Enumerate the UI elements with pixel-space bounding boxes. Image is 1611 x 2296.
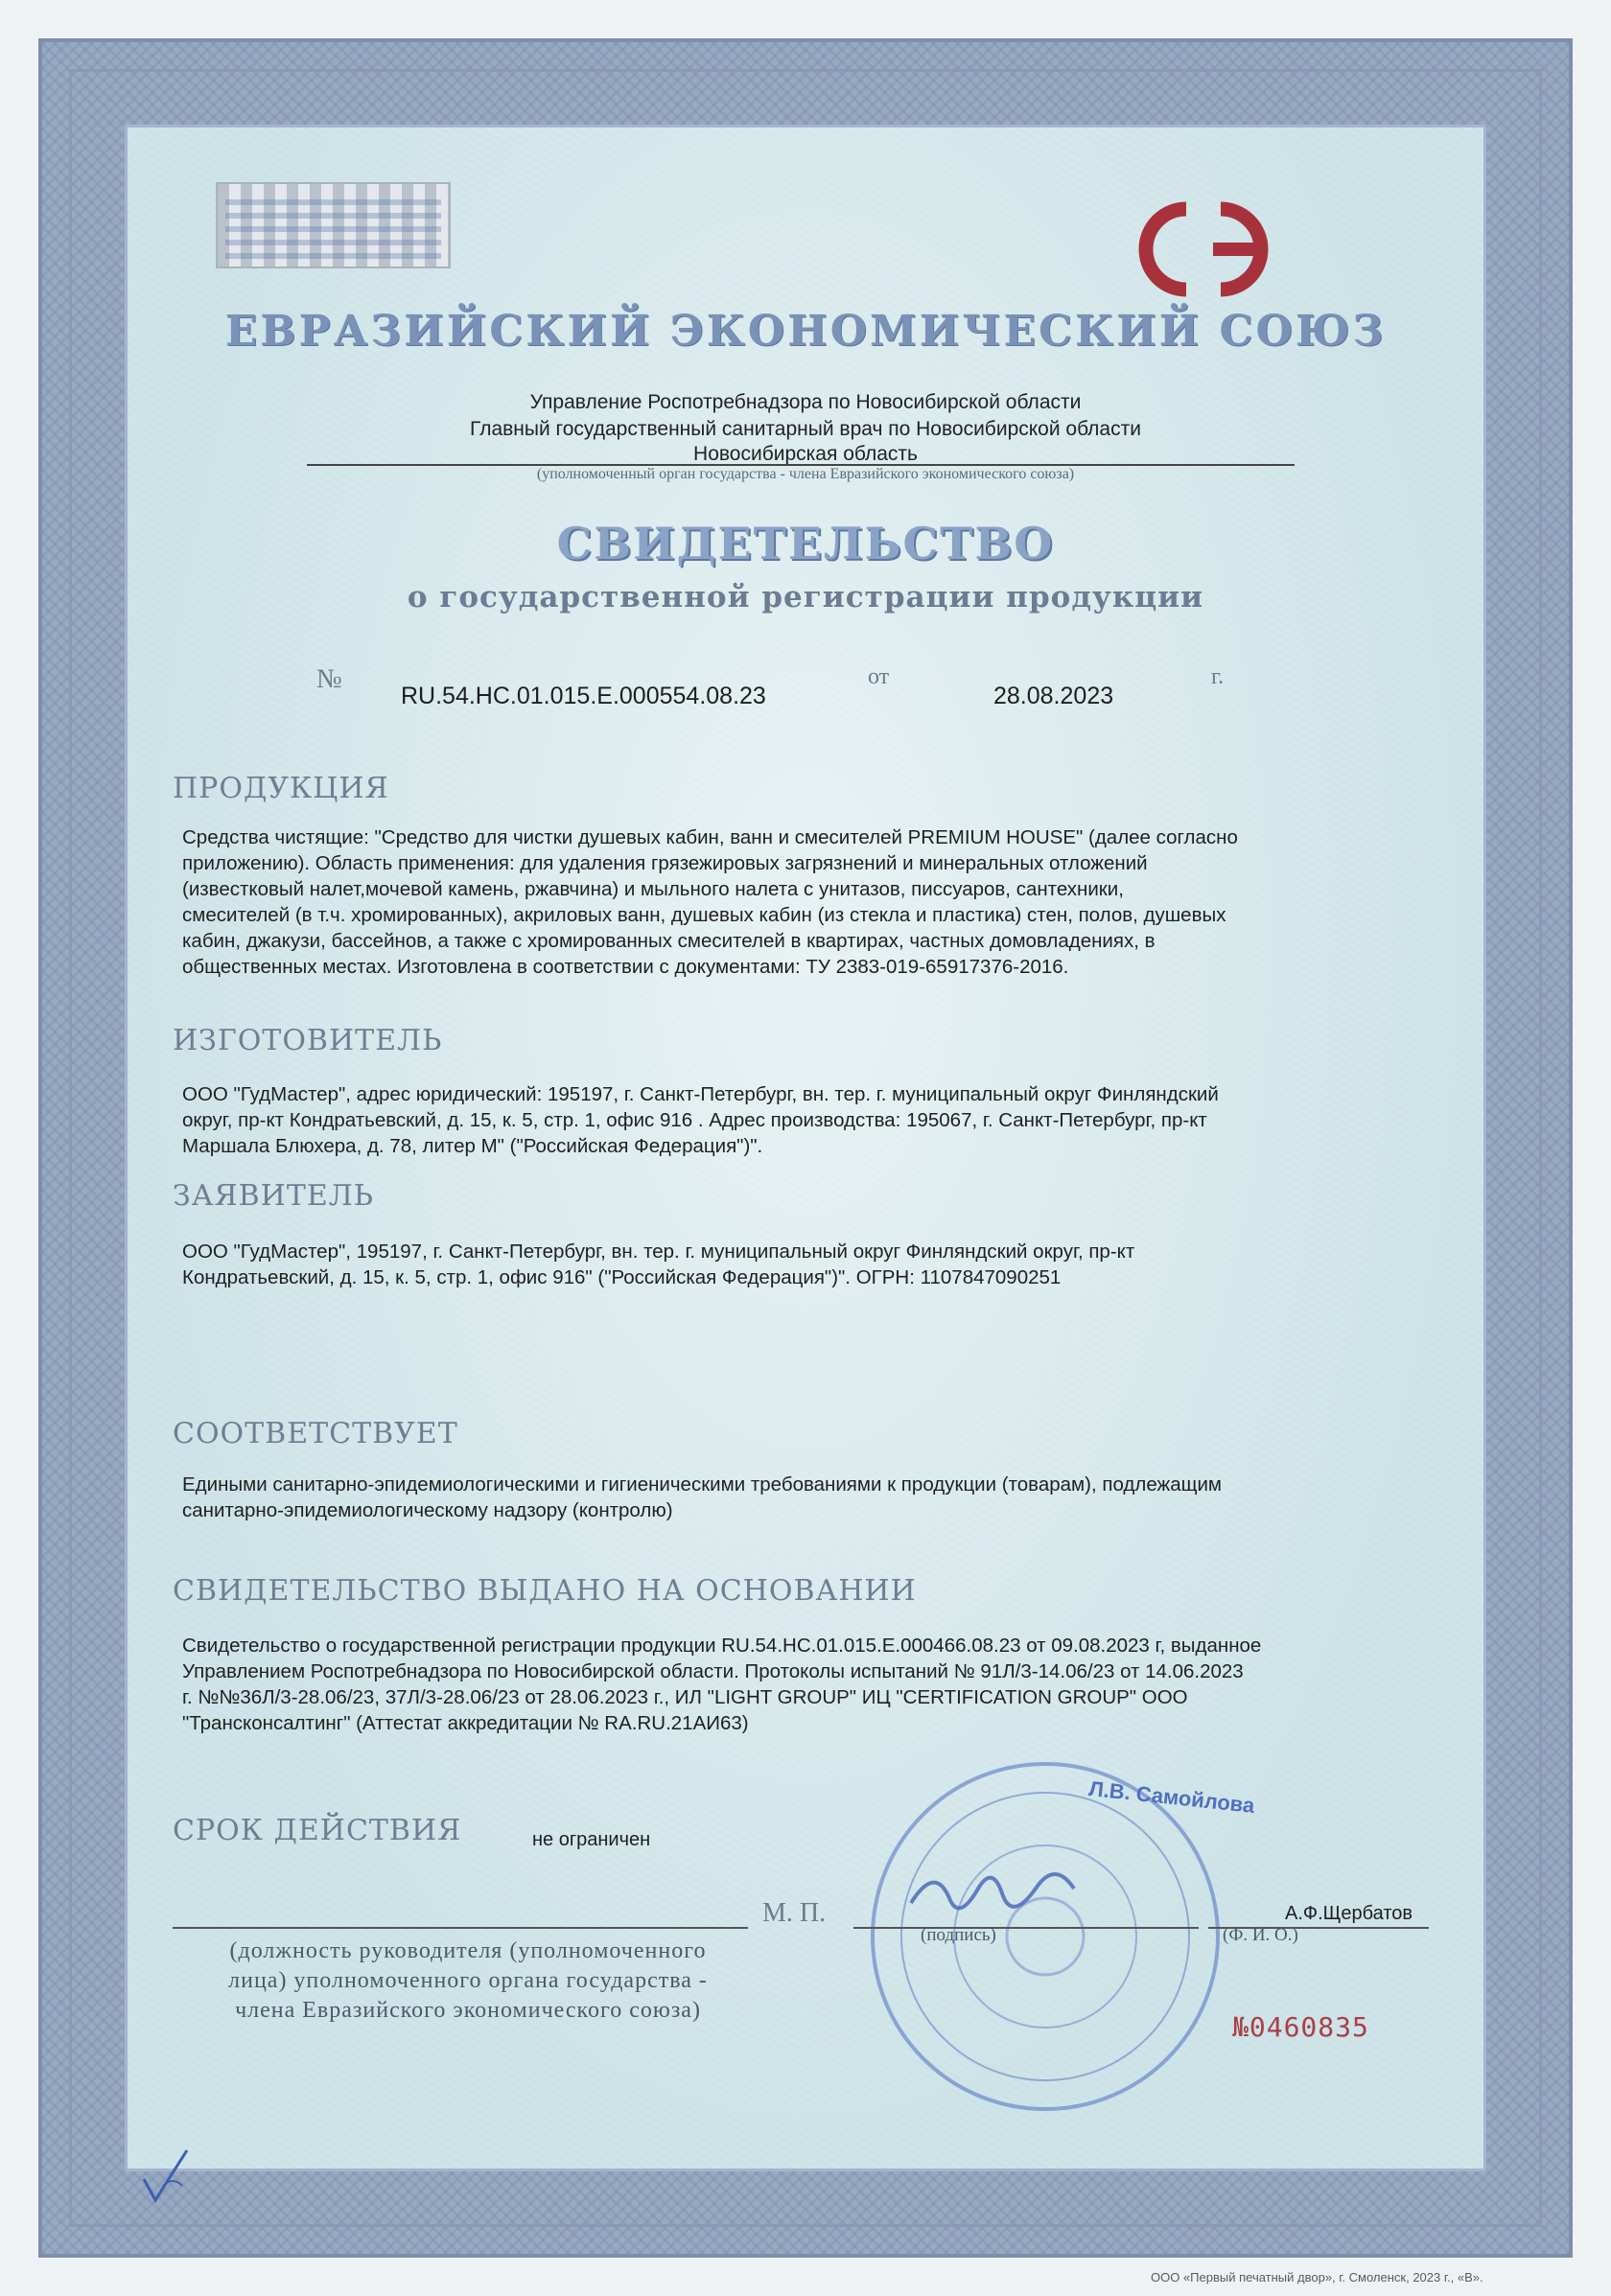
product-text: [182, 824, 1419, 980]
year-suffix: г.: [1211, 664, 1225, 689]
section-heading-manufacturer: ИЗГОТОВИТЕЛЬ: [173, 1024, 443, 1057]
text-line: "Трансконсалтинг" (Аттестат аккредитации № RA.RU.21АИ63): [182, 1712, 749, 1734]
certificate-number: RU.54.НС.01.015.Е.000554.08.23: [401, 683, 766, 709]
section-heading-validity: СРОК ДЕЙСТВИЯ: [173, 1814, 462, 1847]
text-line: санитарно-эпидемиологическому надзору (контролю): [182, 1499, 673, 1521]
authority-line-3: Новосибирская область: [693, 443, 918, 465]
caption-line: (должность руководителя (уполномоченного: [229, 1938, 707, 1963]
validity-value: не ограничен: [532, 1829, 651, 1850]
number-sign: №: [316, 664, 342, 694]
mp-label: М. П.: [762, 1898, 827, 1928]
text-line: Средства чистящие: "Средство для чистки душевых кабин, ванн и смесителей PREMIUM HOUSE" (далее согласно: [182, 826, 1238, 848]
text-line: кабин, джакузи, бассейнов, а также с хромированных смесителей в квартирах, частных домовладениях, в: [182, 930, 1156, 952]
text-line: (известковый налет,мочевой камень, ржавчина) и мыльного налета с унитазов, писсуаров, сантехники,: [182, 878, 1124, 900]
text-line: Свидетельство о государственной регистрации продукции RU.54.НС.01.015.Е.000466.08.23 от 09.08.2023 г, выданное: [182, 1635, 1262, 1657]
section-heading-product: ПРОДУКЦИЯ: [173, 772, 389, 805]
fio-caption: (Ф. И. О.): [1223, 1925, 1298, 1945]
head-position-caption: [171, 1937, 765, 2026]
text-line: общественных местах. Изготовлена в соответствии с документами: ТУ 2383-019-65917376-2016.: [182, 956, 1069, 978]
manufacturer-text: [182, 1081, 1419, 1159]
text-line: Едиными санитарно-эпидемиологическими и гигиеническими требованиями к продукции (товарам), подлежащим: [182, 1473, 1223, 1496]
text-line: Управлением Роспотребнадзора по Новосибирской области. Протоколы испытаний № 91Л/3-14.06/23 от 14.06.2023: [182, 1660, 1244, 1682]
text-line: ООО "ГудМастер", адрес юридический: 195197, г. Санкт-Петербург, вн. тер. г. муниципальный округ Финляндский: [182, 1083, 1219, 1105]
caption-line: лица) уполномоченного органа государства -: [228, 1968, 708, 1993]
serial-number: №0460835: [1232, 2011, 1369, 2043]
stamp-name: Л.В. Самойлова: [1087, 1775, 1256, 1819]
signer-name: А.Ф.Щербатов: [1285, 1903, 1413, 1924]
certificate-subtitle: о государственной регистрации продукции: [407, 580, 1204, 615]
text-line: смесителей (в т.ч. хромированных), акриловых ванн, душевых кабин (из стекла и пластика) стен, полов, душевых: [182, 904, 1226, 926]
signature-caption: (подпись): [921, 1925, 996, 1945]
basis-text: [182, 1633, 1419, 1736]
authority-line-1: Управление Роспотребнадзора по Новосибирской области: [529, 391, 1082, 413]
ce-eurasian-mark-icon: [1127, 192, 1280, 307]
caption-line: члена Евразийского экономического союза): [235, 1998, 701, 2023]
position-signature-line: [173, 1927, 748, 1929]
authority-caption: (уполномоченный орган государства - члена Евразийского экономического союза): [536, 466, 1075, 482]
text-line: Кондратьевский, д. 15, к. 5, стр. 1, офис 916" ("Российская Федерация")". ОГРН: 1107847090251: [182, 1266, 1062, 1288]
text-line: округ, пр-кт Кондратьевский, д. 15, к. 5, стр. 1, офис 916 . Адрес производства: 195067, г. Санкт-Петербург, пр-кт: [182, 1109, 1207, 1131]
handwritten-check-icon: [134, 2143, 201, 2210]
union-title: ЕВРАЗИЙСКИЙ ЭКОНОМИЧЕСКИЙ СОЮЗ: [224, 307, 1387, 356]
from-label: от: [868, 664, 890, 689]
applicant-text: [182, 1239, 1419, 1290]
section-heading-conforms: СООТВЕТСТВУЕТ: [173, 1417, 458, 1450]
printer-note: ООО «Первый печатный двор», г. Смоленск, 2023 г., «В».: [1151, 2270, 1483, 2284]
text-line: г. №№36Л/3-28.06/23, 37Л/3-28.06/23 от 28.06.2023 г., ИЛ "LIGHT GROUP" ИЦ "CERTIFICATION GROUP" ООО: [182, 1686, 1188, 1708]
text-line: ООО "ГудМастер", 195197, г. Санкт-Петербург, вн. тер. г. муниципальный округ Финляндский округ, пр-кт: [182, 1241, 1135, 1263]
text-line: Маршала Блюхера, д. 78, литер М" ("Российская Федерация")".: [182, 1135, 763, 1157]
section-heading-applicant: ЗАЯВИТЕЛЬ: [173, 1179, 375, 1213]
hologram-icon: [216, 182, 451, 268]
signature-line: [853, 1927, 1199, 1929]
text-line: приложению). Область применения: для удаления грязежировых загрязнений и минеральных отложений: [182, 852, 1148, 874]
authority-line-2: Главный государственный санитарный врач по Новосибирской области: [470, 418, 1141, 440]
certificate-date: 28.08.2023: [993, 683, 1114, 709]
conforms-text: [182, 1472, 1419, 1523]
certificate-title: СВИДЕТЕЛЬСТВО: [556, 518, 1055, 569]
section-heading-basis: СВИДЕТЕЛЬСТВО ВЫДАНО НА ОСНОВАНИИ: [173, 1574, 917, 1608]
